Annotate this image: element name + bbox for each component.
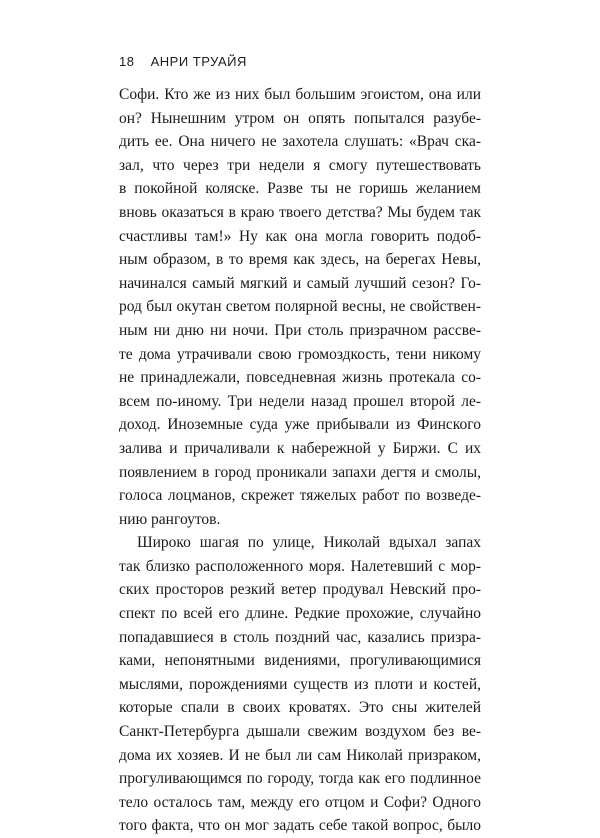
text-line: вновь оказаться в краю твоего детства? Мы будем так <box>119 203 481 221</box>
text-line: так близко расположенного моря. Налетевший с мор- <box>119 557 481 575</box>
text-line: дома их хозяев. И не был ли сам Николай призраком, <box>119 746 481 764</box>
text-line: прогуливающимся по городу, тогда как его подлинное <box>119 770 481 788</box>
text-line: попадавшиеся в столь поздний час, казались призра- <box>119 628 481 646</box>
text-line: мыслями, порождениями существ из плоти и костей, <box>119 675 481 693</box>
text-line: ками, непонятными видениями, прогуливающимися <box>119 652 481 670</box>
text-line: счастливы там!» Ну как она могла говорить подоб- <box>119 227 481 245</box>
text-line: Софи. Кто же из них был большим эгоистом, она или <box>119 86 481 103</box>
text-line: которые спали в своих кроватях. Это сны жителей <box>119 699 481 717</box>
text-line: залива и причаливали к набережной у Биржи. С их <box>119 439 481 457</box>
text-line: Широко шагая по улице, Николай вдыхал запах <box>137 534 481 552</box>
text-line: начинался самый мягкий и самый лучший сезон? Го- <box>119 274 481 292</box>
text-line: зал, что через три недели я смогу путешествовать <box>119 156 481 174</box>
text-line: те дома утрачивали свою громоздкость, тени никому <box>119 345 481 363</box>
author-name: АНРИ ТРУАЙЯ <box>150 54 247 69</box>
paragraph <box>119 83 481 531</box>
text-line: он? Нынешним утром он опять попытался разубе- <box>119 109 481 127</box>
running-head <box>119 54 247 69</box>
text-line: дить ее. Она ничего не захотела слушать: «Врач ска- <box>119 133 481 151</box>
text-line: в покойной коляске. Разве ты не горишь желанием <box>119 180 481 198</box>
text-line: того факта, что он мог задать себе такой вопрос, было <box>119 817 481 835</box>
text-line: спект по всей его длине. Редкие прохожие, случайно <box>119 605 481 623</box>
text-line: появлением в город проникали запахи дегтя и смолы, <box>119 463 481 481</box>
text-line: тело осталось там, между его отцом и Софи? Одного <box>119 793 481 811</box>
paragraph <box>119 531 481 838</box>
page-number: 18 <box>119 54 135 69</box>
text-line: ным ни дню ни ночи. При столь призрачном рассве- <box>119 321 481 339</box>
text-line: ских просторов резкий ветер продувал Невский про- <box>119 581 481 599</box>
text-line: ным образом, в то время как здесь, на берегах Невы, <box>119 251 481 269</box>
text-line: Санкт-Петербурга дышали свежим воздухом без ве- <box>119 723 481 741</box>
text-line: всем по-иному. Три недели назад прошел второй ле- <box>119 392 481 410</box>
text-line: доход. Иноземные суда уже прибывали из Финского <box>119 416 481 434</box>
text-line: нию рангоутов. <box>119 510 221 528</box>
text-line: голоса лоцманов, скрежет тяжелых работ по возведе- <box>119 487 481 505</box>
text-line: не принадлежали, повседневная жизнь протекала со- <box>119 369 481 387</box>
text-line: род был окутан светом полярной весны, не свойствен- <box>119 298 481 316</box>
body-text <box>119 83 481 838</box>
